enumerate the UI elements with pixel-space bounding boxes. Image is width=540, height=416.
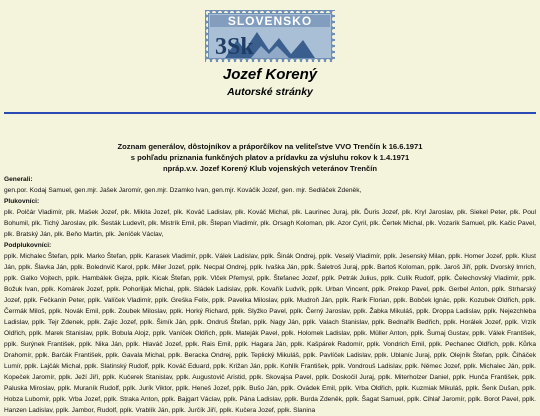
stamp-value-text: 3Sk [215,34,254,60]
section-heading-generals: Generali: [4,176,33,183]
document-title-line: npráp.v.v. Jozef Korený Klub vojenských veteránov Trenčín [162,164,378,173]
section-entries-lieutenant-colonels: pplk. Michalec Štefan, pplk. Marko Štefan, pplk. Karasek Vladimír, pplk. Válek Ladislav, pplk. Šinák Ondrej, pplk. Veselý Vladimír, pplk. Jesenský Milan, pplk. Homer Jozef, pplk. Klust Ján, pplk. Šlavka Ján, pplk. Bolednvič Karol, pplk. Miler Jozef, pplk. Necpal Ondrej, pplk. Ivaška Ján, pplk. Šaletroš Juraj, pplk. Bartoš Koloman, pplk. Jaroš Jiří, pplk. Dvorský Imrich, pplk. Galko Vojtech, pplk. Hambálek Gejza, pplk. Kicak Štefan, pplk. Vlček Přemysl, pplk. Štefanec Jozef, pplk. Petrák Julius, pplk. Culík Rudolf, pplk. Čelechovský Vladimír, pplk. Božuk Ivan, pplk. Komárek Jozef, pplk. Pohoriljak Michal, pplk. Sládek Ladislav, pplk. Kovařík Ludvík, pplk. Urban Vincent, pplk. Prekop Pavel, pplk. Gerbel Anton, pplk. Strharský Jozef, pplk. Fečkanin Peter, pplk. Valíček Vladimír, pplk. Greška Felix, pplk. Pavelka Miloslav, pplk. Mudroň Ján, pplk. Rarik Florian, pplk. Bobček Ignác, pplk. Kozubek Oldřich, pplk. Čermák Miloš, pplk. Novák Emil, pplk. Zoubek Miloslav, pplk. Horký Richard, pplk. Slyžko Pavel, pplk. Černý Jaroslav, pplk. Žabka Mikuláš, pplk. Droppa Ladislav, pplk. Nejezchleba Ladislav, pplk. Tejr Zdenek, pplk. Zajic Jozef, pplk. Šimík Ján, pplk. Ondruš Štefan, pplk. Nagy Ján, pplk. Valach Stanislav, pplk. Bednařík Bedřich, pplk. Horálek Jozef, pplk. Vrzík Oldřich, pplk. Marek Stanislav, pplk. Bobula Alojz, pplk. Vaníček Oldřich, pplk. Mateják Pavel, pplk. Holomek Ladislav, pplk. Müller Anton, pplk. Šumaj Gustav, pplk. Válek František, pplk. Surýnek František, pplk. Nika Ján, pplk. Hlaváč Jozef, pplk. Rais Emil, pplk. Hagara Ján, pplk. Kašpárek Radomír, pplk. Vondrich Emil, pplk. Pechanec Oldřich, pplk. Kůrka Drahomír, pplk. Barčák František, pplk. Gavala Michal, pplk. Beracka Ondrej, pplk. Teplický Mikuláš, pplk. Pavlíček Ladislav, pplk. Ublaníc Juraj, pplk. Olejník Štefan, pplk. Čiháček Lumír, pplk. Lajčák Michal, pplk. Slatinský Rudolf, pplk. Kováč Eduard, pplk. Križan Ján, pplk. Kohlík František, pplk. Vondrouš Ladislav, pplk. Němec Jozef, pplk. Michalec Ján, pplk. Kopeček Jaromír, pplk. Ježí Jiří, pplk. Kučerek Stanislav, pplk. Augustovič Aristid, pplk. Skovajsa Pavel, pplk. Doskočil Juraj, pplk. Miterholzer Daniel, pplk. Hunča František, pplk. Paluska Miroslav, pplk. Muraník Rudolf, pplk. Jurík Viktor, pplk. Heneš Jozef, pplk. Bušo Ján, pplk. Ovádek Emil, pplk. Vrba Oldřich, pplk. Kuzmiak Mikuláš, pplk. Šenk Dušan, pplk. Hobza Lubomír, pplk. Vrba Jozef, pplk. Straka Anton, pplk. Bajgart Václav, pplk. Pána Ladislav, pplk. Burda Zdeněk, pplk. Šagat Samuel, pplk. Cihlař Jaromír, pplk. Borot Pavel, pplk. Hanzen Ladislav, pplk. Jambor, Rudolf, pplk. Vrablík Ján, pplk. Jurčík Jiří, pplk. Kučera Jozef, pplk. Slanina [4,253,536,414]
document-title [0,141,540,174]
slovak-stamp-logo [205,10,335,62]
site-subtitle: Autorské stránky [227,86,313,98]
section-heading-lieutenant-colonels: Podplukovníci: [4,242,52,249]
header-divider [4,112,536,114]
document-body [4,174,536,416]
section-entries-generals: gen.por. Kodaj Samuel, gen.mjr. Jašek Jaromír, gen.mjr. Dzamko Ivan, gen.mjr. Kováčik Jozef, gen. mjr. Sedláček Zdeněk, [4,187,362,194]
author-name: Jozef Korený [222,66,318,83]
section-heading-colonels: Plukovníci: [4,198,40,205]
document-title-line: s pohľadu priznania funkčných platov a prídavku za výsluhu rokov k 1.4.1971 [130,153,410,162]
stamp-country-text: SLOVENSKO [227,14,313,28]
section-entries-colonels: plk. Polčár Vladimír, plk. Mašek Jozef, plk. Mikita Jozef, plk. Kováč Ladislav, plk. Kováč Michal, plk. Laurinec Juraj, plk. Ďuris Jozef, plk. Kryl Jaroslav, plk. Siekel Peter, plk. Poul Bohumil, plk. Tichý Jaroslav, plk. Šesták Ludevít, plk. Mistrík Emil, plk. Štepan Vladimír, plk. Orsagh Koloman, plk. Azor Cyril, plk. Čertek Michal, plk. Vozarik Samuel, plk. Kačic Pavel, plk. Bratský Ján, plk. Beňo Martin, plk. Jeníček Václav, [4,209,536,238]
document-title-line: Zoznam generálov, dôstojníkov a práporčíkov na veliteľstve VVO Trenčín k 16.6.1971 [117,142,423,151]
